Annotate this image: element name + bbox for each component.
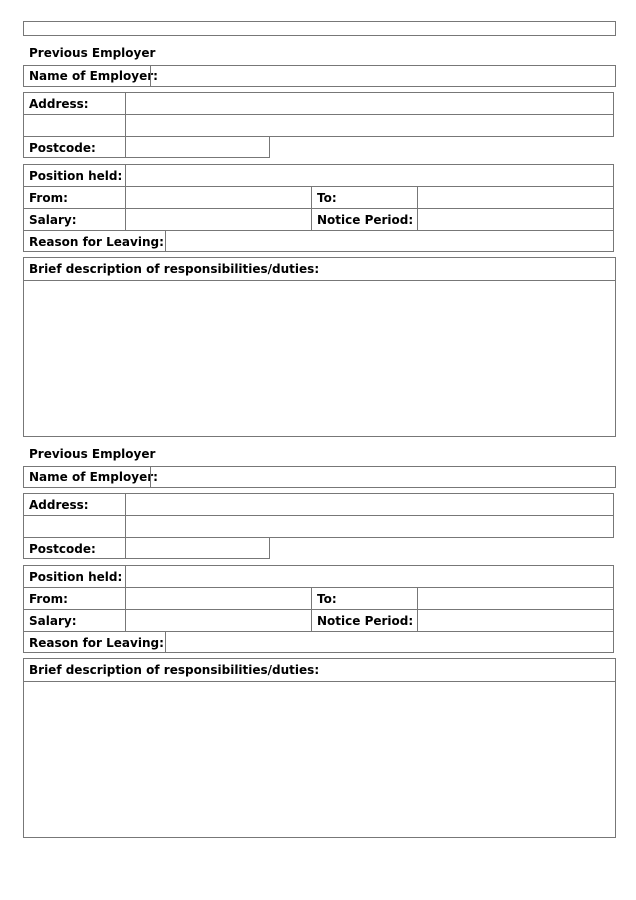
reason-for-leaving-label: Reason for Leaving:	[29, 636, 164, 650]
notice-period-label: Notice Period:	[317, 213, 414, 227]
address-line-2-input[interactable]	[126, 115, 613, 136]
duties-table	[23, 658, 616, 838]
to-label: To:	[317, 191, 337, 205]
reason-for-leaving-label: Reason for Leaving:	[29, 235, 164, 249]
reason-for-leaving-input[interactable]	[166, 632, 613, 652]
from-label: From:	[29, 191, 68, 205]
address-line-1-input[interactable]	[126, 494, 613, 515]
address-table	[23, 493, 614, 538]
section-heading: Previous Employer	[29, 447, 156, 461]
name-of-employer-input[interactable]	[151, 66, 615, 86]
notice-period-label: Notice Period:	[317, 614, 414, 628]
postcode-row	[23, 136, 270, 158]
to-input[interactable]	[418, 588, 613, 609]
salary-input[interactable]	[126, 610, 311, 631]
to-input[interactable]	[418, 187, 613, 208]
duties-table	[23, 257, 616, 437]
duties-textarea[interactable]	[24, 281, 615, 436]
address-line-1-input[interactable]	[126, 93, 613, 114]
postcode-label: Postcode:	[29, 141, 96, 155]
name-of-employer-row	[23, 466, 616, 488]
position-held-input[interactable]	[126, 566, 613, 587]
salary-label: Salary:	[29, 614, 77, 628]
name-of-employer-row	[23, 65, 616, 87]
duties-label: Brief description of responsibilities/duties:	[29, 262, 320, 276]
postcode-input[interactable]	[126, 137, 269, 157]
name-of-employer-input[interactable]	[151, 467, 615, 487]
salary-input[interactable]	[126, 209, 311, 230]
notice-period-input[interactable]	[418, 610, 613, 631]
address-label: Address:	[29, 498, 89, 512]
notice-period-input[interactable]	[418, 209, 613, 230]
position-held-label: Position held:	[29, 169, 123, 183]
duties-label: Brief description of responsibilities/duties:	[29, 663, 320, 677]
from-input[interactable]	[126, 187, 311, 208]
name-of-employer-label: Name of Employer:	[29, 470, 158, 484]
top-blank-field[interactable]	[23, 21, 616, 36]
postcode-label: Postcode:	[29, 542, 96, 556]
address-line-2-input[interactable]	[126, 516, 613, 537]
from-input[interactable]	[126, 588, 311, 609]
to-label: To:	[317, 592, 337, 606]
position-table	[23, 164, 614, 252]
postcode-row	[23, 537, 270, 559]
position-held-label: Position held:	[29, 570, 123, 584]
position-table	[23, 565, 614, 653]
address-table	[23, 92, 614, 137]
address-label: Address:	[29, 97, 89, 111]
postcode-input[interactable]	[126, 538, 269, 558]
reason-for-leaving-input[interactable]	[166, 231, 613, 251]
position-held-input[interactable]	[126, 165, 613, 186]
name-of-employer-label: Name of Employer:	[29, 69, 158, 83]
salary-label: Salary:	[29, 213, 77, 227]
duties-textarea[interactable]	[24, 682, 615, 837]
from-label: From:	[29, 592, 68, 606]
section-heading: Previous Employer	[29, 46, 156, 60]
